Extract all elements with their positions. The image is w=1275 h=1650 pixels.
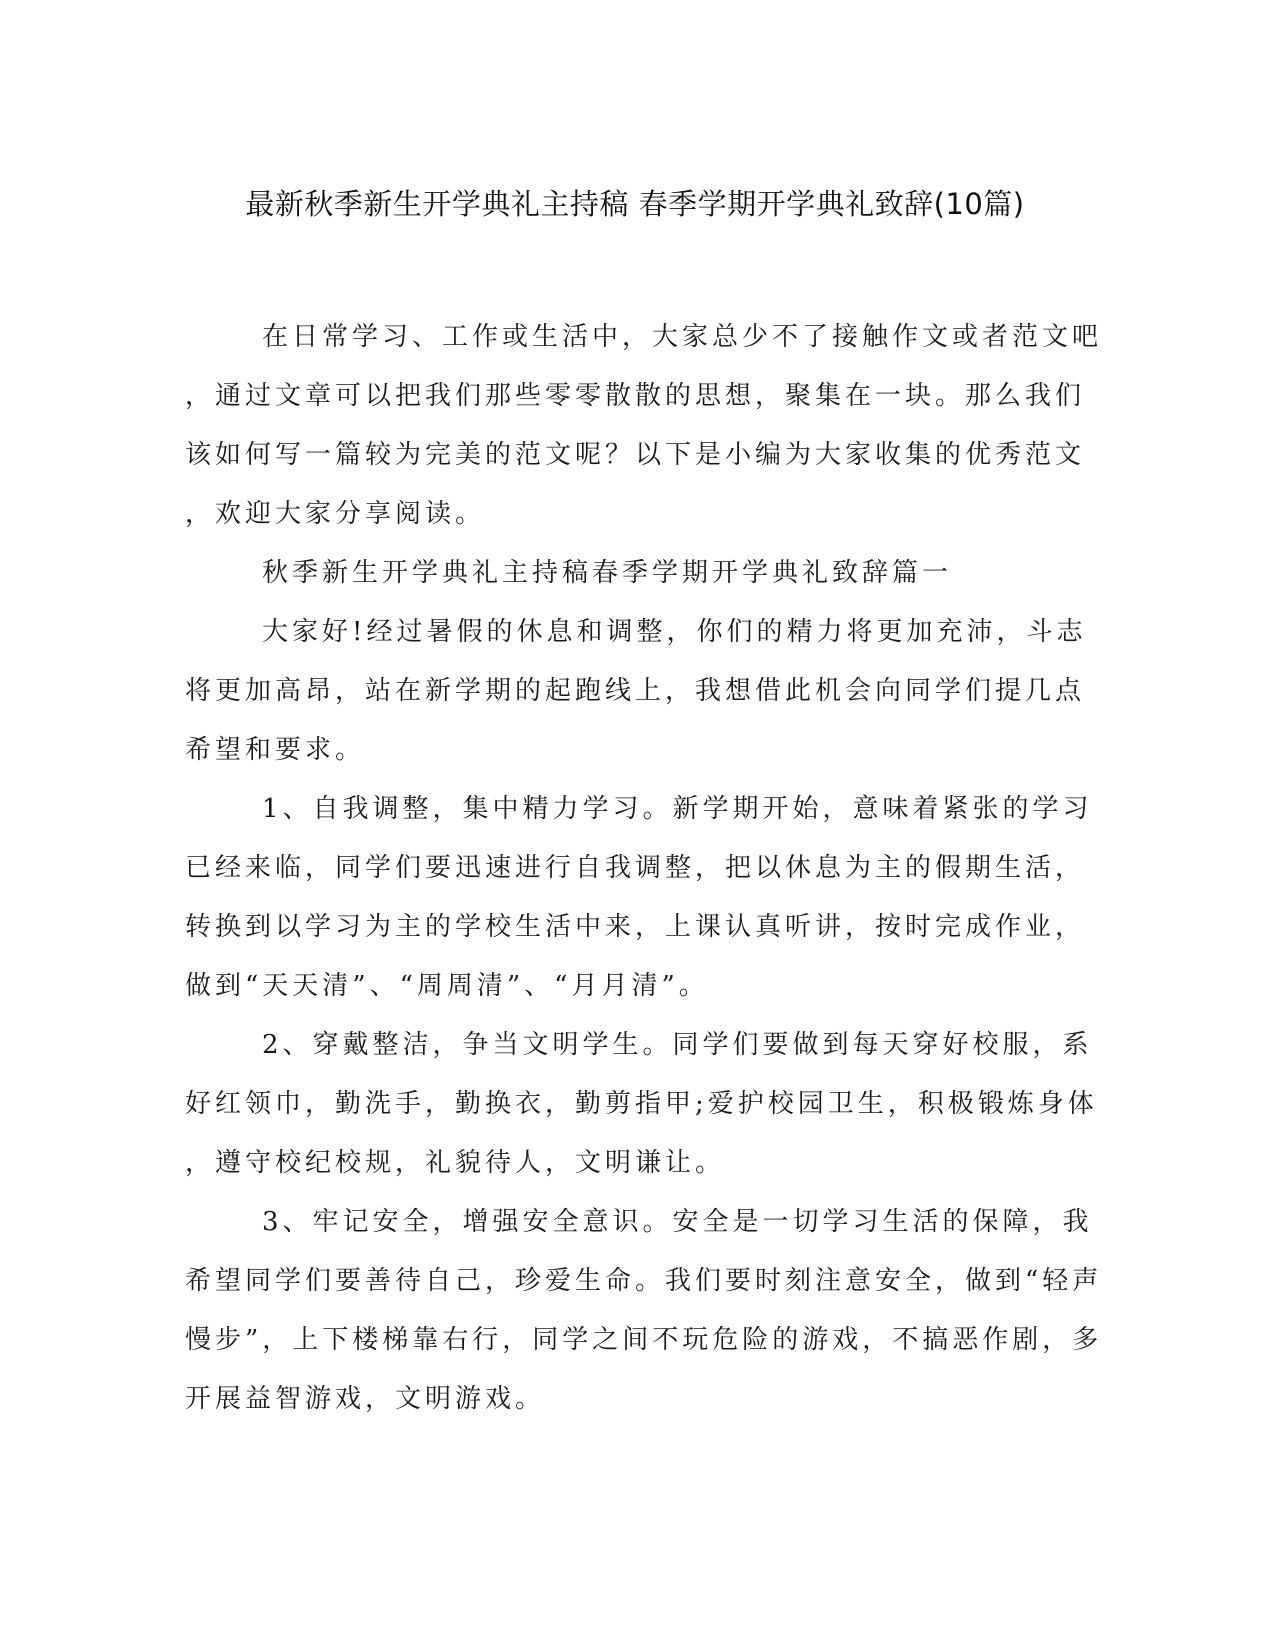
paragraph-line: 2、穿戴整洁，争当文明学生。同学们要做到每天穿好校服，系 xyxy=(262,1030,1093,1060)
paragraph-line: ，通过文章可以把我们那些零零散散的思想，聚集在一块。那么我们 xyxy=(185,381,1086,411)
paragraph-line: 在日常学习、工作或生活中，大家总少不了接触作文或者范文吧 xyxy=(262,322,1103,352)
paragraph-line: 已经来临，同学们要迅速进行自我调整，把以休息为主的假期生活， xyxy=(185,853,1086,883)
paragraph-line: ，遵守校纪校规，礼貌待人，文明谦让。 xyxy=(185,1148,726,1178)
paragraph-line: 转换到以学习为主的学校生活中来，上课认真听讲，按时完成作业， xyxy=(185,912,1086,942)
paragraph-line: 好红领巾，勤洗手，勤换衣，勤剪指甲;爱护校园卫生，积极锻炼身体 xyxy=(185,1089,1098,1119)
paragraph-line: 慢步”，上下楼梯靠右行，同学之间不玩危险的游戏，不搞恶作剧，多 xyxy=(185,1325,1103,1355)
paragraph-line: 1、自我调整，集中精力学习。新学期开始，意味着紧张的学习 xyxy=(262,794,1093,824)
paragraph-line: 希望同学们要善待自己，珍爱生命。我们要时刻注意安全，做到“轻声 xyxy=(185,1266,1103,1296)
document-title: 最新秋季新生开学典礼主持稿 春季学期开学典礼致辞(10篇) xyxy=(245,187,1025,221)
paragraph-line: 大家好!经过暑假的休息和调整，你们的精力将更加充沛，斗志 xyxy=(262,617,1087,647)
paragraph-line: 希望和要求。 xyxy=(185,735,366,765)
paragraph-line: 开展益智游戏，文明游戏。 xyxy=(185,1384,546,1414)
paragraph-line: ，欢迎大家分享阅读。 xyxy=(185,499,486,529)
paragraph-line: 将更加高昂，站在新学期的起跑线上，我想借此机会向同学们提几点 xyxy=(185,676,1086,706)
paragraph-line: 该如何写一篇较为完美的范文呢？以下是小编为大家收集的优秀范文 xyxy=(185,440,1086,470)
paragraph-line: 做到“天天清”、“周周清”、“月月清”。 xyxy=(185,971,709,1001)
section-heading: 秋季新生开学典礼主持稿春季学期开学典礼致辞篇一 xyxy=(262,558,953,588)
paragraph-line: 3、牢记安全，增强安全意识。安全是一切学习生活的保障，我 xyxy=(262,1207,1093,1237)
